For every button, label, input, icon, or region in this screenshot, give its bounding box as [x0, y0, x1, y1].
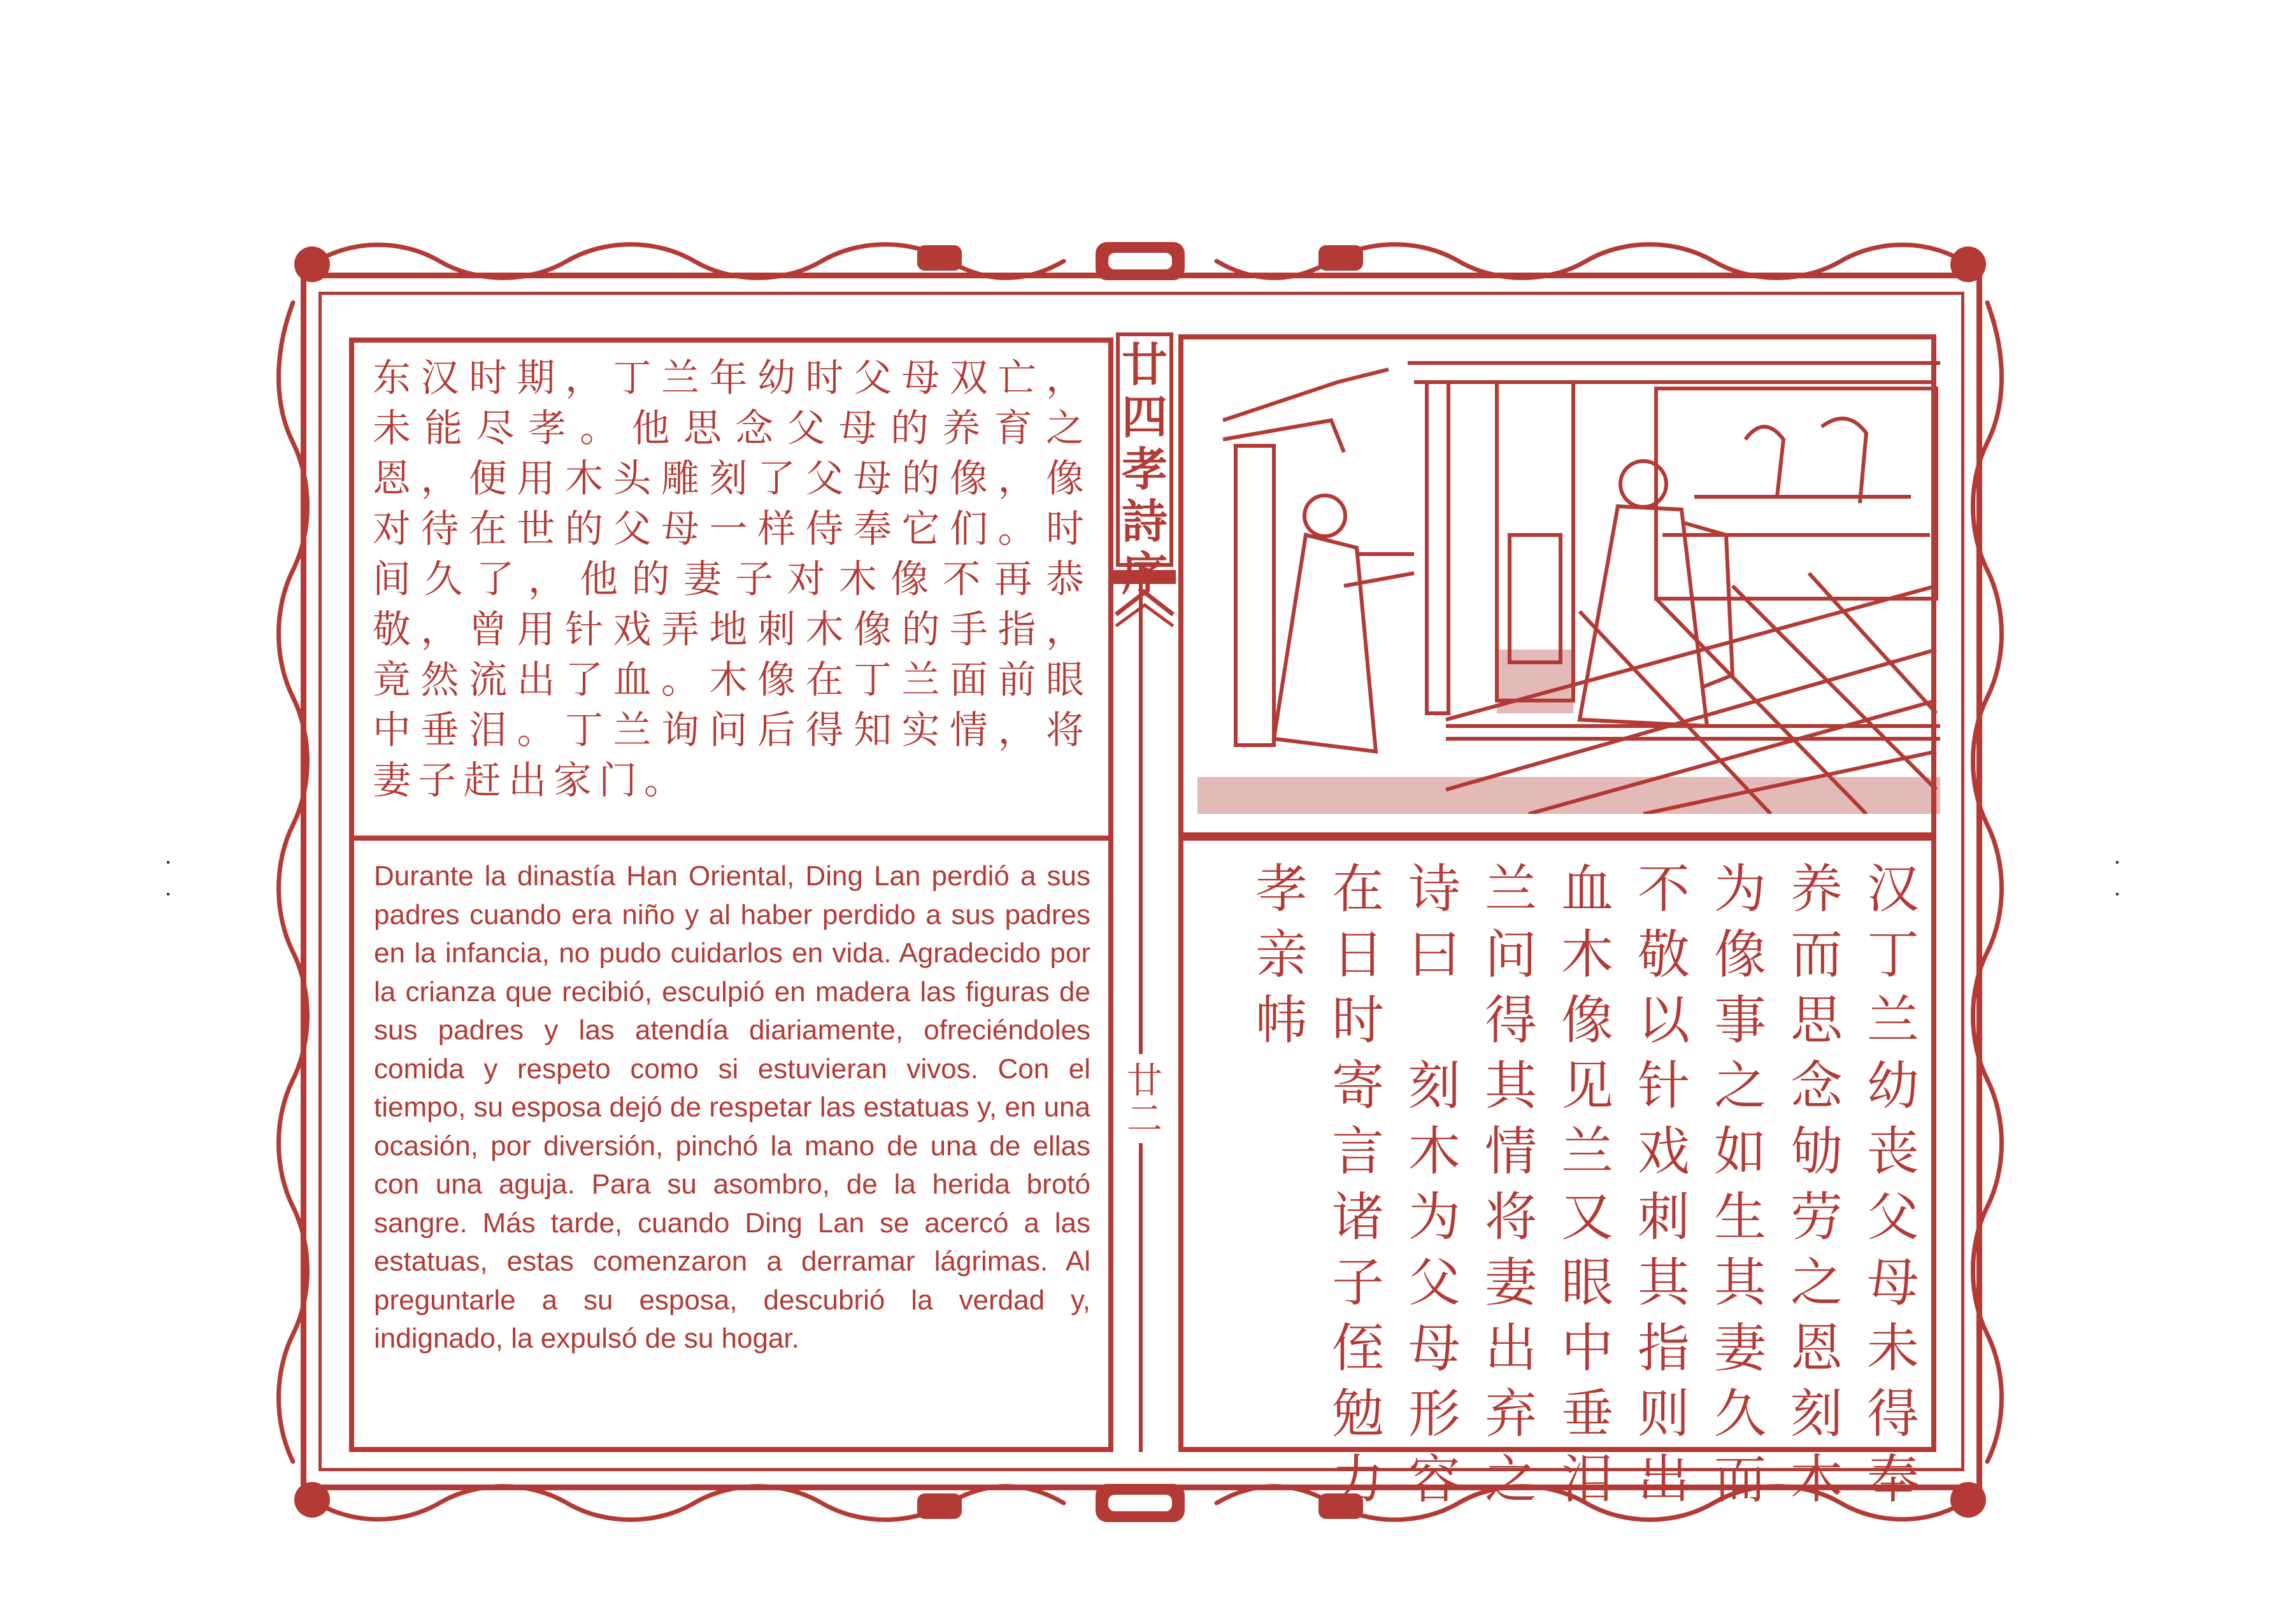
classical-character: 侄 — [1331, 1318, 1384, 1379]
woodcut-illustration — [1197, 344, 1940, 814]
classical-character: 恩 — [1790, 1318, 1843, 1379]
classical-character: 事 — [1713, 990, 1766, 1051]
trim-mark-right-2 — [2116, 893, 2118, 895]
classical-character: 敬 — [1637, 925, 1690, 985]
classical-character: 其 — [1484, 1056, 1537, 1116]
classical-character: 眼 — [1561, 1253, 1613, 1313]
classical-character: 汉 — [1866, 859, 1919, 920]
classical-character: 之 — [1713, 1056, 1766, 1116]
classical-character: 为 — [1713, 859, 1766, 920]
classical-character: 其 — [1713, 1253, 1766, 1313]
page-number: 廿 二 — [1127, 1060, 1162, 1140]
classical-character: 泪 — [1561, 1449, 1613, 1510]
classical-character: 木 — [1790, 1449, 1843, 1510]
classical-character: 力 — [1331, 1449, 1384, 1510]
classical-character: 见 — [1561, 1056, 1613, 1116]
classical-character: 母 — [1408, 1318, 1461, 1379]
classical-character: 未 — [1866, 1318, 1919, 1379]
classical-character: 兰 — [1484, 859, 1537, 920]
classical-character: 木 — [1561, 925, 1613, 985]
classical-column-2 — [1786, 857, 1847, 1513]
classical-character: 亲 — [1255, 925, 1308, 985]
classical-character: 针 — [1637, 1056, 1690, 1116]
classical-character: 妻 — [1484, 1253, 1537, 1313]
classical-column-9 — [1251, 857, 1312, 1053]
classical-character: 妻 — [1713, 1318, 1766, 1379]
classical-character: 弃 — [1484, 1384, 1537, 1444]
classical-character: 母 — [1866, 1253, 1919, 1313]
classical-character: 诸 — [1331, 1187, 1384, 1248]
trim-mark-left-2 — [167, 893, 169, 895]
classical-character: 劬 — [1790, 1122, 1843, 1182]
classical-character: 幼 — [1866, 1056, 1919, 1116]
classical-character: 中 — [1561, 1318, 1613, 1379]
classical-character: 思 — [1790, 990, 1843, 1051]
classical-character: 容 — [1408, 1449, 1461, 1510]
classical-character: 则 — [1637, 1384, 1690, 1444]
classical-character: 诗 — [1408, 859, 1461, 920]
classical-character: 指 — [1637, 1318, 1690, 1379]
classical-character: 而 — [1790, 925, 1843, 985]
classical-character: 又 — [1561, 1187, 1613, 1248]
classical-column-1 — [1862, 857, 1924, 1513]
classical-character: 寄 — [1331, 1056, 1384, 1116]
classical-column-7 — [1404, 857, 1465, 1513]
classical-character: 勉 — [1331, 1384, 1384, 1444]
classical-character: 日 — [1331, 925, 1384, 985]
classical-character: 时 — [1331, 990, 1384, 1051]
classical-character: 刻 — [1408, 1056, 1461, 1116]
classical-character: 为 — [1408, 1187, 1461, 1248]
classical-character: 之 — [1484, 1449, 1537, 1510]
classical-character: 垂 — [1561, 1384, 1613, 1444]
classical-column-8 — [1327, 857, 1389, 1513]
classical-character: 得 — [1866, 1384, 1919, 1444]
chinese-prose: 东汉时期，丁兰年幼时父母双亡，未能尽孝。他思念父母的养育之恩，便用木头雕刻了父母的像，像对待在世的父母一样侍奉它们。时间久了，他的妻子对木像不再恭敬，曾用针戏弄地刺木像的手指，竟然流出了血。木像在丁兰面前眼中垂泪。丁兰询问后得知实情，将妻子赶出家门。 — [373, 356, 1091, 803]
trim-mark-left — [167, 861, 169, 864]
classical-character: 念 — [1790, 1056, 1843, 1116]
fish-tail-mark — [1113, 570, 1176, 627]
spine-title: 廿 四 孝 詩 — [1121, 338, 1168, 548]
classical-character: 帏 — [1255, 990, 1308, 1051]
classical-character: 兰 — [1561, 1122, 1613, 1182]
classical-character: 不 — [1637, 859, 1690, 920]
classical-column-3 — [1710, 857, 1771, 1513]
classical-character: 子 — [1331, 1253, 1384, 1313]
classical-character: 丁 — [1866, 925, 1919, 985]
classical-character: 兰 — [1866, 990, 1919, 1051]
classical-character: 戏 — [1637, 1122, 1690, 1182]
classical-character: 情 — [1484, 1122, 1537, 1182]
classical-character: 言 — [1331, 1122, 1384, 1182]
classical-character: 丧 — [1866, 1122, 1919, 1182]
classical-column-6 — [1480, 857, 1541, 1513]
classical-character: 出 — [1484, 1318, 1537, 1379]
classical-character: 刻 — [1790, 1384, 1843, 1444]
classical-character: 像 — [1561, 990, 1613, 1051]
classical-character: 奉 — [1866, 1449, 1919, 1510]
classical-character: 如 — [1713, 1122, 1766, 1182]
classical-character: 孝 — [1255, 859, 1308, 920]
classical-character: 问 — [1484, 925, 1537, 985]
spanish-translation: Durante la dinastía Han Oriental, Ding Lan perdió a sus padres cuando era niño y al haber perdido a sus padres en la infancia, no pudo cuidarlos en vida. Agradecido por la crianza que recibió, esculpió en madera las figuras de sus padres y las atendía diariamente, ofreciéndoles comida y respeto como si estuvieran vivos. Con el tiempo, su esposa dejó de respetar las estatuas y, en una ocasión, por diversión, pinchó la mano de una de ellas con una aguja. Para su asombro, de la herida brotó sangre. Más tarde, cuando Ding Lan se acercó a las estatuas, estas comenzaron a derramar lágrimas. Al preguntarle a su esposa, descubrió la verdad y, indignado, la expulsó de su hogar. — [374, 860, 1090, 1354]
trim-mark-right — [2116, 861, 2118, 864]
classical-character: 形 — [1408, 1384, 1461, 1444]
classical-character: 血 — [1561, 859, 1613, 920]
classical-character: 父 — [1866, 1187, 1919, 1248]
classical-character — [1404, 988, 1465, 1053]
classical-character: 父 — [1408, 1253, 1461, 1313]
classical-character: 将 — [1484, 1187, 1537, 1248]
classical-character: 像 — [1713, 925, 1766, 985]
classical-character: 曰 — [1408, 925, 1461, 985]
classical-character: 养 — [1790, 859, 1843, 920]
classical-character: 之 — [1790, 1253, 1843, 1313]
classical-character: 劳 — [1790, 1187, 1843, 1248]
classical-character: 在 — [1331, 859, 1384, 920]
classical-character: 其 — [1637, 1253, 1690, 1313]
classical-character: 木 — [1408, 1122, 1461, 1182]
classical-character: 得 — [1484, 990, 1537, 1051]
classical-column-5 — [1557, 857, 1618, 1513]
classical-character: 刺 — [1637, 1187, 1690, 1248]
classical-character: 出 — [1637, 1449, 1690, 1510]
classical-column-4 — [1633, 857, 1694, 1513]
classical-character: 以 — [1637, 990, 1690, 1051]
classical-character: 生 — [1713, 1187, 1766, 1248]
classical-character: 久 — [1713, 1384, 1766, 1444]
classical-character: 而 — [1713, 1449, 1766, 1510]
